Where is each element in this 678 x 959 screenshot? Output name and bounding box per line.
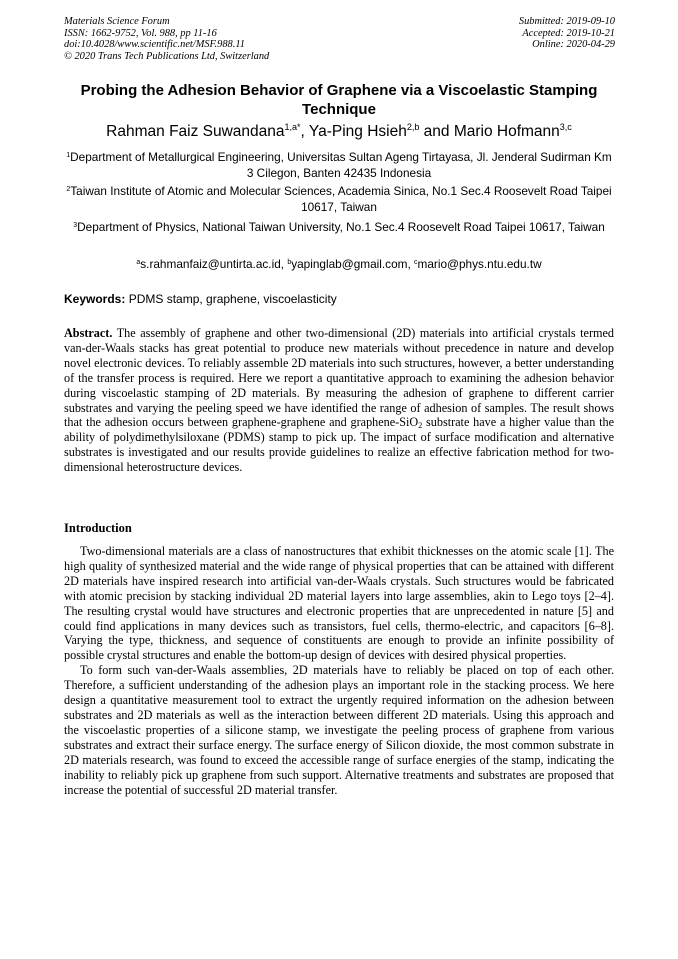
paragraph: Two-dimensional materials are a class of nanostructures that exhibit thicknesses on the atomic scale [1]. The high quality of synthesized material and the wide range of physical properties that can be attained with different 2D materials have inspired research into artificial van-der-Waals crystals. Such structures would be fabricated with atomic precision by stacking individual 2D material layers into large assemblies, akin to Lego toys [2–4]. The resulting crystal would have structures and electronic properties that are unprecedented in nature [5] and could find applications in many devices such as transistors, fuel cells, thermo-electric, and capacitors [6–8]. Varying the type, thickness, and sequence of constituents are enough to provide an infinite possibility of possible crystal structures and enable the bottom-up design of devices with desired physical properties.	[64, 544, 614, 663]
section-heading-introduction: Introduction	[64, 521, 132, 535]
affiliation-text: Taiwan Institute of Atomic and Molecular Sciences, Academia Sinica, No.1 Sec.4 Roosevelt Road Taipei 10617, Taiwan	[70, 184, 612, 214]
keywords	[64, 292, 614, 307]
introduction-body	[64, 544, 614, 797]
issn-line: ISSN: 1662-9752, Vol. 988, pp 11-16	[64, 27, 217, 39]
abstract-label: Abstract.	[64, 326, 113, 340]
author-separator: and	[419, 123, 454, 140]
journal-name: Materials Science Forum	[64, 16, 170, 27]
author-name: Rahman Faiz Suwandana	[106, 123, 285, 140]
paper-title: Probing the Adhesion Behavior of Graphene via a Viscoelastic Stamping Technique	[80, 82, 598, 118]
email-mark: a	[136, 259, 141, 266]
author-affil-mark: 1,a*	[284, 122, 301, 132]
email-list	[64, 257, 614, 273]
abstract-text: The assembly of graphene and other two-dimensional (2D) materials into artificial crystals termed van-der-Waals stacks has great potential to produce new materials without precedence in nature and develop novel electronic devices. To reliably assemble 2D materials into such structures, however, a better understanding of the transfer process is required. Here we report a quantitative approach to examining the adhesion behavior during viscoelastic stamping of 2D materials. By measuring the adhesion of graphene to different carrier substrates and varying the peeling speed we have identified the range of adhesion of samples. The result shows that the adhesion occurs between graphene-graphene and graphene-SiO	[64, 326, 614, 430]
journal-info	[64, 16, 269, 62]
author-affil-mark: 2,b	[406, 122, 420, 132]
email-mark: c	[414, 259, 418, 266]
affiliation-1	[64, 150, 614, 181]
author-list	[64, 122, 614, 142]
affiliation-text: Department of Physics, National Taiwan University, No.1 Sec.4 Roosevelt Road Taipei 10617, Taiwan	[77, 220, 605, 234]
submission-dates	[519, 16, 615, 51]
accepted-date: Accepted: 2019-10-21	[522, 27, 615, 39]
author-separator: ,	[300, 123, 309, 140]
author-name: Ya-Ping Hsieh	[308, 123, 407, 140]
doi-line[interactable]: doi:10.4028/www.scientific.net/MSF.988.11	[64, 39, 245, 51]
copyright-line: © 2020 Trans Tech Publications Ltd, Switzerland	[64, 50, 270, 62]
abstract-text: substrate have a higher value than the ability of polydimethylsiloxane (PDMS) stamp to pick up. The impact of surface modification and alternative substrates is investigated and our results provide guidelines to realize an effective fabrication method for two-dimensional heterostructure devices.	[64, 415, 614, 475]
email-mark: b	[287, 259, 292, 266]
author-affil-mark: 3,c	[559, 122, 572, 132]
submitted-date: Submitted: 2019-09-10	[518, 16, 615, 27]
email-address[interactable]: yapinglab@gmail.com,	[291, 257, 415, 271]
abstract-subscript: 2	[418, 421, 423, 431]
affiliation-3	[64, 220, 614, 236]
online-date: Online: 2020-04-29	[532, 39, 615, 51]
affiliation-mark: 1	[66, 152, 71, 159]
paragraph: To form such van-der-Waals assemblies, 2D materials have to reliably be placed on top of each other. Therefore, a sufficient understanding of the adhesion plays an important role in the stacking process. We here design a quantitative measurement tool to extract the urgently required information on the adhesion between substrates and 2D materials as well as the interaction between different 2D materials. Using this approach and the viscoelastic properties of a silicone stamp, we investigate the peeling process of graphene from various substrates and extract their surface energy. The surface energy of Silicon dioxide, the most common substrate in 2D materials research, was found to exceed the accessible range of surface energies of the stamp, indicating the inability to reliably pick up graphene from such support. Alternative treatments and substrates are proposed that increase the potential of successful 2D material transfer.	[64, 663, 614, 797]
affiliation-mark: 2	[66, 186, 71, 193]
keywords-text: PDMS stamp, graphene, viscoelasticity	[125, 292, 337, 306]
keywords-label: Keywords:	[64, 292, 126, 306]
affiliation-2	[64, 184, 614, 215]
email-address[interactable]: mario@phys.ntu.edu.tw	[417, 257, 542, 271]
abstract	[64, 326, 614, 475]
affiliation-text: Department of Metallurgical Engineering, Universitas Sultan Ageng Tirtayasa, Jl. Jenderal Sudirman Km 3 Cilegon, Banten 42435 Indonesia	[70, 150, 612, 180]
email-address[interactable]: s.rahmanfaiz@untirta.ac.id,	[140, 257, 288, 271]
author-name: Mario Hofmann	[453, 123, 560, 140]
affiliation-mark: 3	[73, 222, 78, 229]
